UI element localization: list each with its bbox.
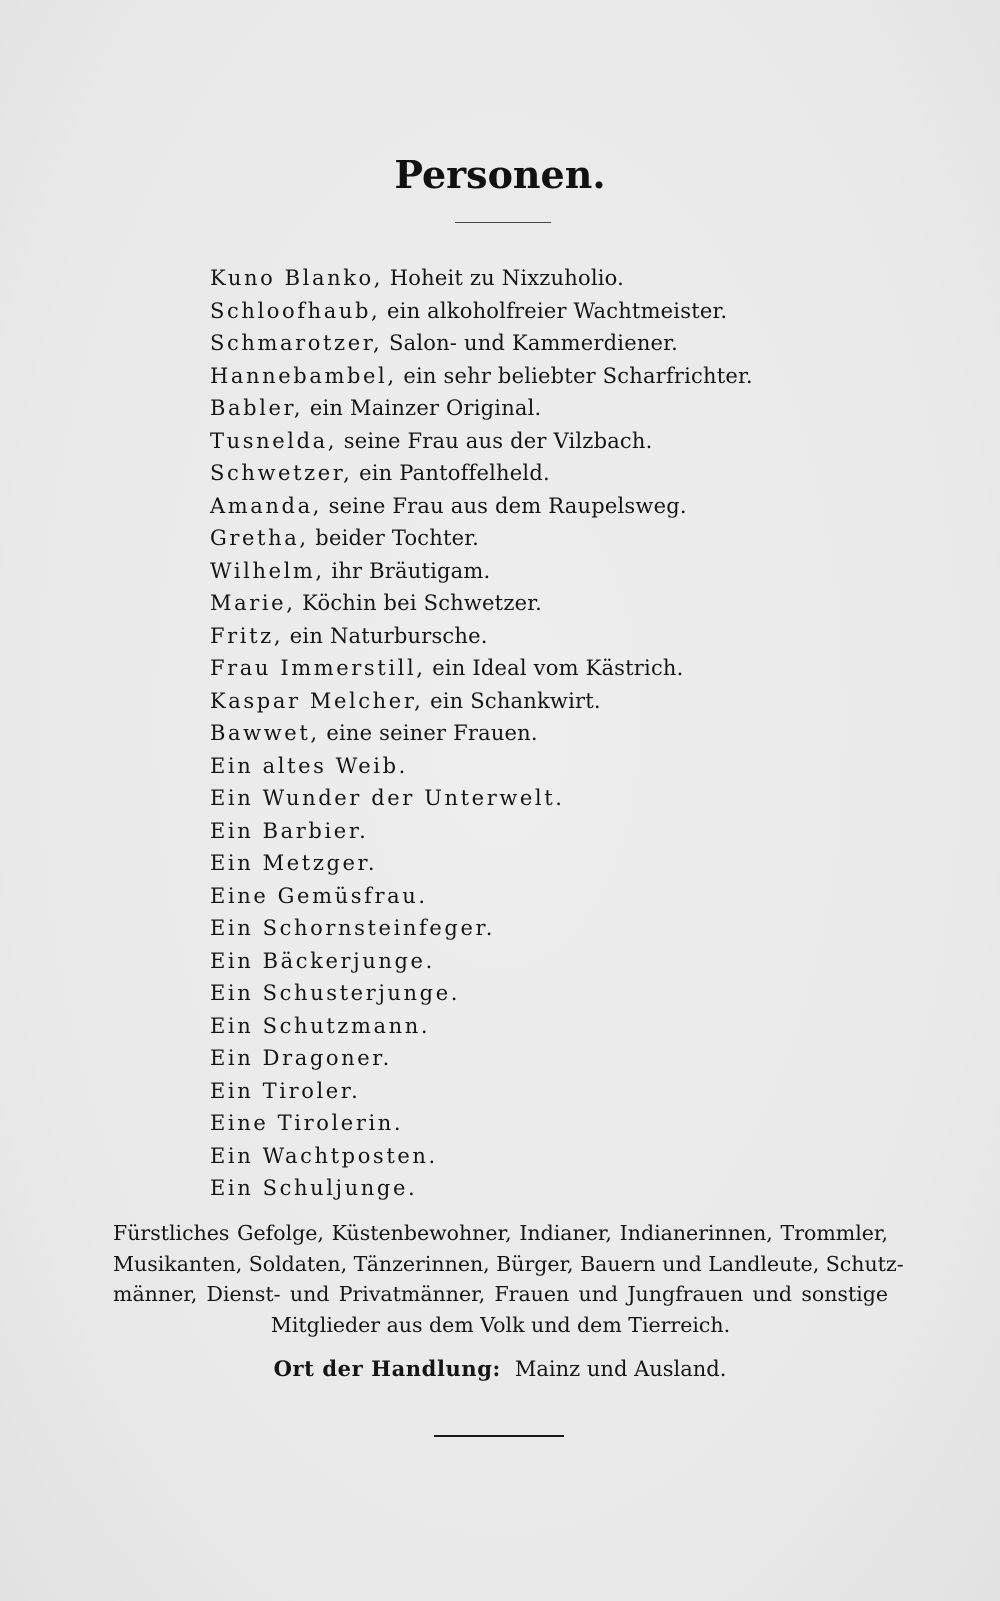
cast-entry — [210, 522, 910, 555]
character-name: Ein Schusterjunge. — [210, 981, 461, 1005]
character-name: Ein Tiroler. — [210, 1078, 361, 1103]
character-name: Ein altes Weib. — [210, 753, 408, 778]
cast-entry — [210, 652, 910, 685]
character-description: ein sehr beliebter Scharfrichter. — [403, 363, 753, 388]
character-name: Bawwet, — [210, 721, 320, 745]
character-name: Tusnelda, — [210, 428, 338, 453]
cast-entry — [210, 1107, 910, 1140]
character-name: Babler, — [210, 396, 304, 420]
character-name: Schwetzer, — [210, 461, 353, 485]
character-name: Schloofhaub, — [210, 298, 381, 323]
cast-entry — [210, 815, 910, 848]
cast-list — [210, 262, 910, 1205]
cast-entry — [210, 1042, 910, 1075]
character-description: ihr Bräutigam. — [331, 558, 491, 583]
setting-label: Ort der Handlung: — [273, 1356, 501, 1381]
character-description: seine Frau aus dem Raupelsweg. — [328, 493, 687, 518]
character-description: Salon- und Kammerdiener. — [389, 331, 678, 355]
cast-entry — [210, 490, 910, 523]
cast-entry — [210, 912, 910, 945]
character-description: ein Schankwirt. — [430, 688, 601, 713]
character-description: ein Naturbursche. — [289, 623, 488, 648]
title-divider — [455, 222, 551, 223]
character-description: eine seiner Frauen. — [326, 721, 538, 745]
cast-entry — [210, 327, 910, 360]
ensemble-line: Mitglieder aus dem Volk und dem Tierreich. — [270, 1312, 731, 1337]
cast-entry — [210, 782, 910, 815]
cast-entry — [210, 360, 910, 393]
character-name: Ein Wunder der Unterwelt. — [210, 786, 565, 810]
cast-entry — [210, 425, 910, 458]
character-name: Eine Tirolerin. — [210, 1111, 404, 1135]
ensemble-paragraph — [113, 1218, 904, 1340]
setting-line — [0, 1356, 1000, 1381]
character-description: ein alkoholfreier Wachtmeister. — [387, 298, 728, 323]
character-name: Kuno Blanko, — [210, 266, 384, 290]
cast-entry — [210, 945, 910, 978]
character-name: Schmarotzer, — [210, 331, 383, 355]
character-name: Fritz, — [210, 623, 284, 648]
cast-entry — [210, 262, 910, 295]
character-description: beider Tochter. — [315, 526, 480, 550]
cast-entry — [210, 717, 910, 750]
character-name: Eine Gemüsfrau. — [210, 883, 428, 908]
character-description: Köchin bei Schwetzer. — [302, 591, 543, 615]
character-description: Hoheit zu Nixzuholio. — [389, 266, 625, 290]
character-name: Ein Schornsteinfeger. — [210, 916, 496, 940]
character-description: ein Mainzer Original. — [309, 396, 542, 420]
cast-entry — [210, 685, 910, 718]
page-title: Personen. — [394, 152, 606, 197]
cast-entry — [210, 847, 910, 880]
character-name: Wilhelm, — [210, 558, 325, 583]
cast-entry — [210, 295, 910, 328]
character-name: Frau Immerstill, — [210, 656, 426, 680]
cast-entry — [210, 1010, 910, 1043]
character-name: Hannebambel, — [210, 363, 397, 388]
character-description: seine Frau aus der Vilzbach. — [343, 428, 653, 453]
cast-entry — [210, 977, 910, 1010]
cast-entry — [210, 750, 910, 783]
ensemble-line: Musikanten, Soldaten, Tänzerinnen, Bürger, Bauern und Landleute, Schutz- — [113, 1251, 904, 1276]
character-name: Ein Schuljunge. — [210, 1176, 418, 1200]
ensemble-line: Fürstliches Gefolge, Küstenbewohner, Indianer, Indianerinnen, Trommler, — [113, 1221, 888, 1245]
character-name: Marie, — [210, 591, 296, 615]
cast-entry — [210, 1140, 910, 1173]
ensemble-line: männer, Dienst- und Privatmänner, Frauen und Jungfrauen und sonstige — [113, 1282, 888, 1306]
character-name: Ein Dragoner. — [210, 1046, 392, 1070]
cast-entry — [210, 620, 910, 653]
cast-entry — [210, 457, 910, 490]
character-name: Kaspar Melcher, — [210, 688, 424, 713]
setting-value: Mainz und Ausland. — [514, 1357, 727, 1381]
cast-entry — [210, 392, 910, 425]
character-name: Ein Metzger. — [210, 851, 378, 875]
character-name: Amanda, — [210, 493, 322, 518]
bottom-divider — [434, 1435, 564, 1437]
cast-entry — [210, 1172, 910, 1205]
cast-entry — [210, 1075, 910, 1108]
character-name: Gretha, — [210, 526, 309, 550]
character-name: Ein Barbier. — [210, 818, 369, 843]
cast-entry — [210, 555, 910, 588]
character-name: Ein Wachtposten. — [210, 1143, 438, 1168]
character-name: Ein Schutzmann. — [210, 1013, 431, 1038]
cast-entry — [210, 880, 910, 913]
character-name: Ein Bäckerjunge. — [210, 948, 435, 973]
character-description: ein Ideal vom Kästrich. — [432, 656, 684, 680]
cast-entry — [210, 587, 910, 620]
character-description: ein Pantoffelheld. — [359, 461, 550, 485]
